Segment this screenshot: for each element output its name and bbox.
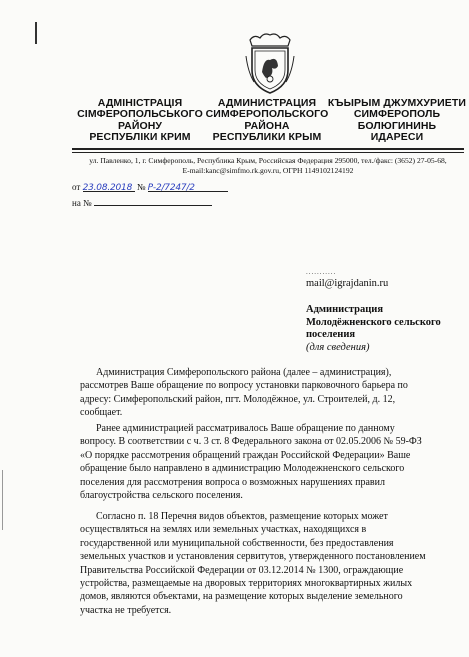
outgoing-reference (72, 182, 228, 192)
incoming-reference (72, 196, 212, 208)
body-line: сообщает. (80, 407, 123, 419)
header-line: РЕСПУБЛІКИ КРИМ (89, 131, 191, 144)
scan-mark (2, 470, 3, 530)
header-russian (197, 98, 337, 144)
to-label: на № (72, 198, 92, 208)
paragraph-1 (80, 366, 459, 420)
date-field (83, 182, 135, 192)
body-line: государственной или муниципальной собственности, без предоставления (80, 537, 394, 549)
recipient-org-line: Администрация (306, 304, 384, 315)
header-line: БОЛЮГИНИНЬ (357, 119, 437, 132)
header-ukrainian (70, 98, 210, 144)
recipient-email: mail@igrajdanin.ru (306, 278, 389, 289)
number-field (148, 182, 228, 192)
header-line: СИМФЕРОПОЛЬСКОГО (205, 108, 329, 121)
header-rule-thick (72, 148, 464, 150)
recipient-org-line: поселения (306, 329, 356, 341)
body-line: обращение было направлено в администрацию Молодежненского сельского (80, 463, 405, 475)
body-line: благоустройства сельского поселения. (80, 490, 243, 502)
body-line: рассмотрев Ваше обращение по вопросу установки парковочного барьера по (80, 380, 408, 392)
body-line: Ранее администрацией рассматривалось Ваше обращение по данному (96, 423, 395, 434)
address-line: E-mail:kanc@simfmo.rk.gov.ru, ОГРН 1149102124192 (182, 166, 354, 175)
header-rule-thin (72, 152, 464, 153)
body-line: Правительства Российской Федерации от 03.12.2014 № 1300, ограждающие (80, 564, 404, 576)
body-line: «О порядке рассмотрения обращений граждан Российской Федерации» Ваше (80, 449, 411, 461)
coat-of-arms-icon (244, 32, 296, 96)
body-line: домов, являются объектами, на размещение которых выделение земельного (80, 591, 403, 603)
scan-mark (35, 22, 37, 44)
header-line: РЕСПУБЛИКИ КРЫМ (212, 131, 322, 144)
header-line: СИМФЕРОПОЛЬ (353, 108, 441, 121)
body-line: земельных участков и установления сервитутов, утвержденного постановлением (80, 551, 426, 563)
body-line: адресу: Симферопольский район, пгт. Молодёжное, ул. Строителей, д. 12, (80, 393, 396, 405)
body-line: вопросу. В соответствии с ч. 3 ст. 8 Федерального закона от 02.05.2006 № 59-ФЗ (80, 436, 422, 448)
recipient-partial-line: ........... (306, 268, 337, 276)
handwritten-number: Р-2/7247/2 (147, 183, 195, 193)
body-line: осуществляться на землях или земельных участках, находящихся в (80, 524, 367, 536)
number-label: № (136, 182, 146, 192)
address-line: ул. Павленко, 1, г. Симферополь, Республика Крым, Российская Федерация 295000, тел./факс: (3652) 27-05-68, (89, 156, 447, 165)
recipient-org-line: Молодёжненского сельского (306, 316, 441, 328)
body-line: Согласно п. 18 Перечня видов объектов, размещение которых может (96, 511, 388, 522)
recipient-note: (для сведения) (306, 342, 370, 353)
paragraph-3 (80, 510, 459, 617)
header-crimean-tatar (327, 98, 467, 144)
header-line: СІМФЕРОПОЛЬСЬКОГО (77, 108, 203, 121)
handwritten-date: 23.08.2018 (82, 183, 133, 193)
body-line: участка не требуется. (80, 604, 172, 616)
incoming-number-field (94, 196, 212, 206)
header-line: АДМІНІСТРАЦІЯ (97, 97, 183, 109)
header-line: РАЙОНУ (117, 119, 163, 132)
recipient-org (306, 304, 441, 342)
from-label: от (72, 182, 81, 192)
header-line: КЪЫРЫМ ДЖУМХУРИЕТИ (327, 97, 467, 109)
header-line: РАЙОНА (244, 119, 290, 132)
body-line: устройства, размещаемые на дворовых территориях многоквартирных жилых (80, 578, 413, 590)
paragraph-2 (80, 422, 459, 502)
body-line: поселения для рассмотрения вопроса о возможных нарушениях правил (80, 476, 385, 488)
header-line: ИДАРЕСИ (370, 131, 424, 144)
body-line: Администрация Симферопольского района (далее – администрация), (96, 367, 392, 378)
header-line: АДМИНИСТРАЦИЯ (217, 97, 317, 109)
